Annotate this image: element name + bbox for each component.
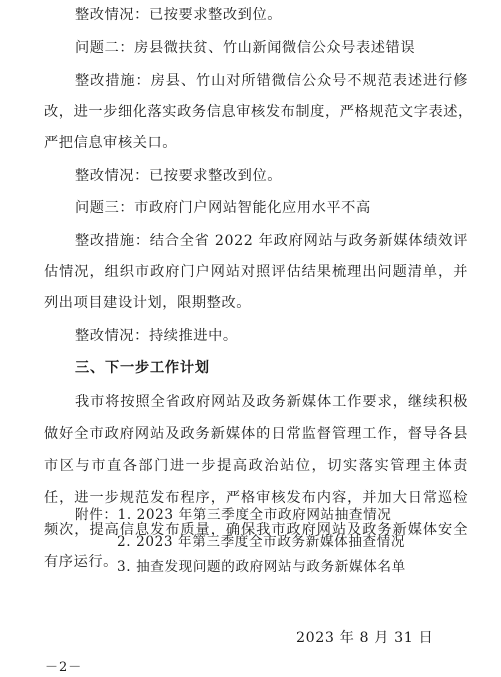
work-plan-line-1: 我市将按照全省政府网站及政务新媒体工作要求，继续积极 — [75, 394, 468, 410]
rectification-measures-2-line-1: 整改措施：房县、竹山对所错微信公众号不规范表述进行修 — [75, 73, 468, 89]
work-plan-line-3: 市区与市直各部门进一步提高政治站位，切实落实管理主体责 — [44, 458, 468, 474]
page-number: －2－ — [45, 660, 83, 675]
document-date: 2023 年 8 月 31 日 — [296, 630, 434, 646]
rectification-measures-3-line-2: 估情况，组织市政府门户网站对照评估结果梳理出问题清单，并 — [44, 264, 468, 280]
work-plan-line-5: 频次，提高信息发布质量，确保我市政府网站及政务新媒体安全 — [44, 522, 468, 538]
work-plan-line-2: 做好全市政府网站及政务新媒体的日常监督管理工作，督导各县 — [44, 426, 468, 442]
issue-3-heading: 问题三：市政府门户网站智能化应用水平不高 — [75, 200, 371, 216]
attachment-1: 附件：1. 2023 年第三季度全市政府网站抽查情况 — [75, 507, 392, 523]
rectification-measures-2-line-2: 改，进一步细化落实政务信息审核发布制度，严格规范文字表述， — [44, 104, 473, 120]
rectification-measures-3-line-3: 列出项目建设计划，限期整改。 — [44, 295, 252, 311]
work-plan-line-4: 任，进一步规范发布程序，严格审核发布内容，并加大日常巡检 — [44, 490, 468, 506]
attachment-3: 3. 抽查发现问题的政府网站与政务新媒体名单 — [117, 559, 406, 575]
rectification-status-1: 整改情况：已按要求整改到位。 — [75, 7, 283, 23]
rectification-measures-2-line-3: 严把信息审核关口。 — [44, 135, 178, 151]
issue-2-heading: 问题二：房县微扶贫、竹山新闻微信公众号表述错误 — [75, 40, 416, 56]
work-plan-line-6: 有序运行。 — [44, 554, 118, 570]
section-3-heading: 三、下一步工作计划 — [75, 360, 210, 376]
rectification-status-2: 整改情况：已按要求整改到位。 — [75, 168, 283, 184]
rectification-measures-3-line-1: 整改措施：结合全省 2022 年政府网站与政务新媒体绩效评 — [75, 233, 468, 249]
attachment-2: 2. 2023 年第三季度全市政务新媒体抽查情况 — [117, 534, 406, 550]
rectification-status-3: 整改情况：持续推进中。 — [75, 328, 238, 344]
